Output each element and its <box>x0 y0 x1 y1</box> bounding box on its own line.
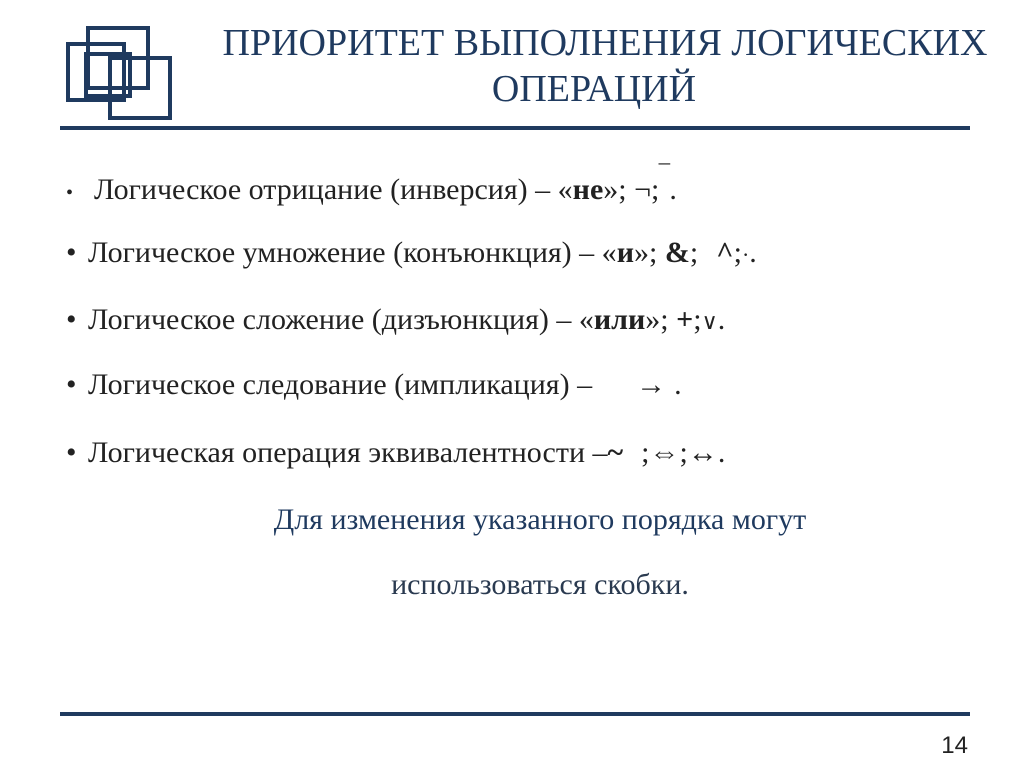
bottom-divider <box>60 712 970 716</box>
period: . <box>669 173 677 206</box>
item-text: Логическое отрицание (инверсия) – « <box>94 173 573 206</box>
ampersand-symbol: & <box>664 236 690 269</box>
period: . <box>674 368 682 401</box>
separator: ; <box>733 236 742 269</box>
separator: ; <box>651 173 660 206</box>
bullet: • <box>66 436 77 469</box>
right-arrow-icon: → <box>636 368 667 401</box>
list-item-equivalence <box>66 435 725 471</box>
separator: ; <box>693 303 702 336</box>
period: . <box>717 303 726 336</box>
slide-title-line1: ПРИОРИТЕТ ВЫПОЛНЕНИЯ ЛОГИЧЕСКИХ <box>222 22 988 64</box>
list-item-disjunction <box>66 302 725 340</box>
logo-square <box>108 56 172 120</box>
separator: ; <box>689 236 699 269</box>
period: . <box>717 436 726 469</box>
note-line1: Для изменения указанного порядка могут <box>273 503 807 536</box>
item-tail: »; <box>633 236 665 269</box>
item-text: Логическая операция эквивалентности – <box>88 436 608 469</box>
slide-title <box>180 20 1020 112</box>
item-text: Логическое сложение (дизъюнкция) – « <box>88 303 594 336</box>
item-keyword: или <box>593 303 646 336</box>
dot-symbol: · <box>741 242 750 267</box>
item-text: Логическое следование (импликация) – <box>88 368 593 401</box>
slide-title-line2: ОПЕРАЦИЙ <box>491 68 697 110</box>
list-item-negation <box>66 161 677 211</box>
left-right-arrow-icon: ↔ <box>687 436 718 469</box>
bullet: • <box>66 368 77 401</box>
list-item-implication <box>66 367 682 403</box>
tilde-symbol: ~ <box>607 436 624 469</box>
overbar-symbol: ‾ <box>659 161 670 194</box>
top-divider <box>60 126 970 130</box>
item-tail: »; <box>645 303 677 336</box>
bullet: • <box>66 236 77 269</box>
period: . <box>749 236 757 269</box>
item-tail: »; <box>603 173 635 206</box>
separator: ; <box>641 436 650 469</box>
not-symbol: ¬ <box>634 173 652 206</box>
item-text: Логическое умножение (конъюнкция) – « <box>88 236 617 269</box>
logo-squares-icon <box>62 24 174 124</box>
plus-symbol: + <box>676 303 694 336</box>
bullet: • <box>66 303 77 336</box>
double-arrow-icon: ⇔ <box>649 436 680 469</box>
item-keyword: и <box>616 236 634 269</box>
separator: ; <box>679 436 688 469</box>
page-number: 14 <box>941 732 968 759</box>
list-item-conjunction <box>66 235 757 273</box>
note-line2: использоваться скобки. <box>391 568 689 601</box>
item-keyword: не <box>572 173 604 206</box>
bullet: • <box>66 182 74 204</box>
or-symbol: ∨ <box>701 309 718 334</box>
caret-symbol: ^ <box>716 236 734 269</box>
